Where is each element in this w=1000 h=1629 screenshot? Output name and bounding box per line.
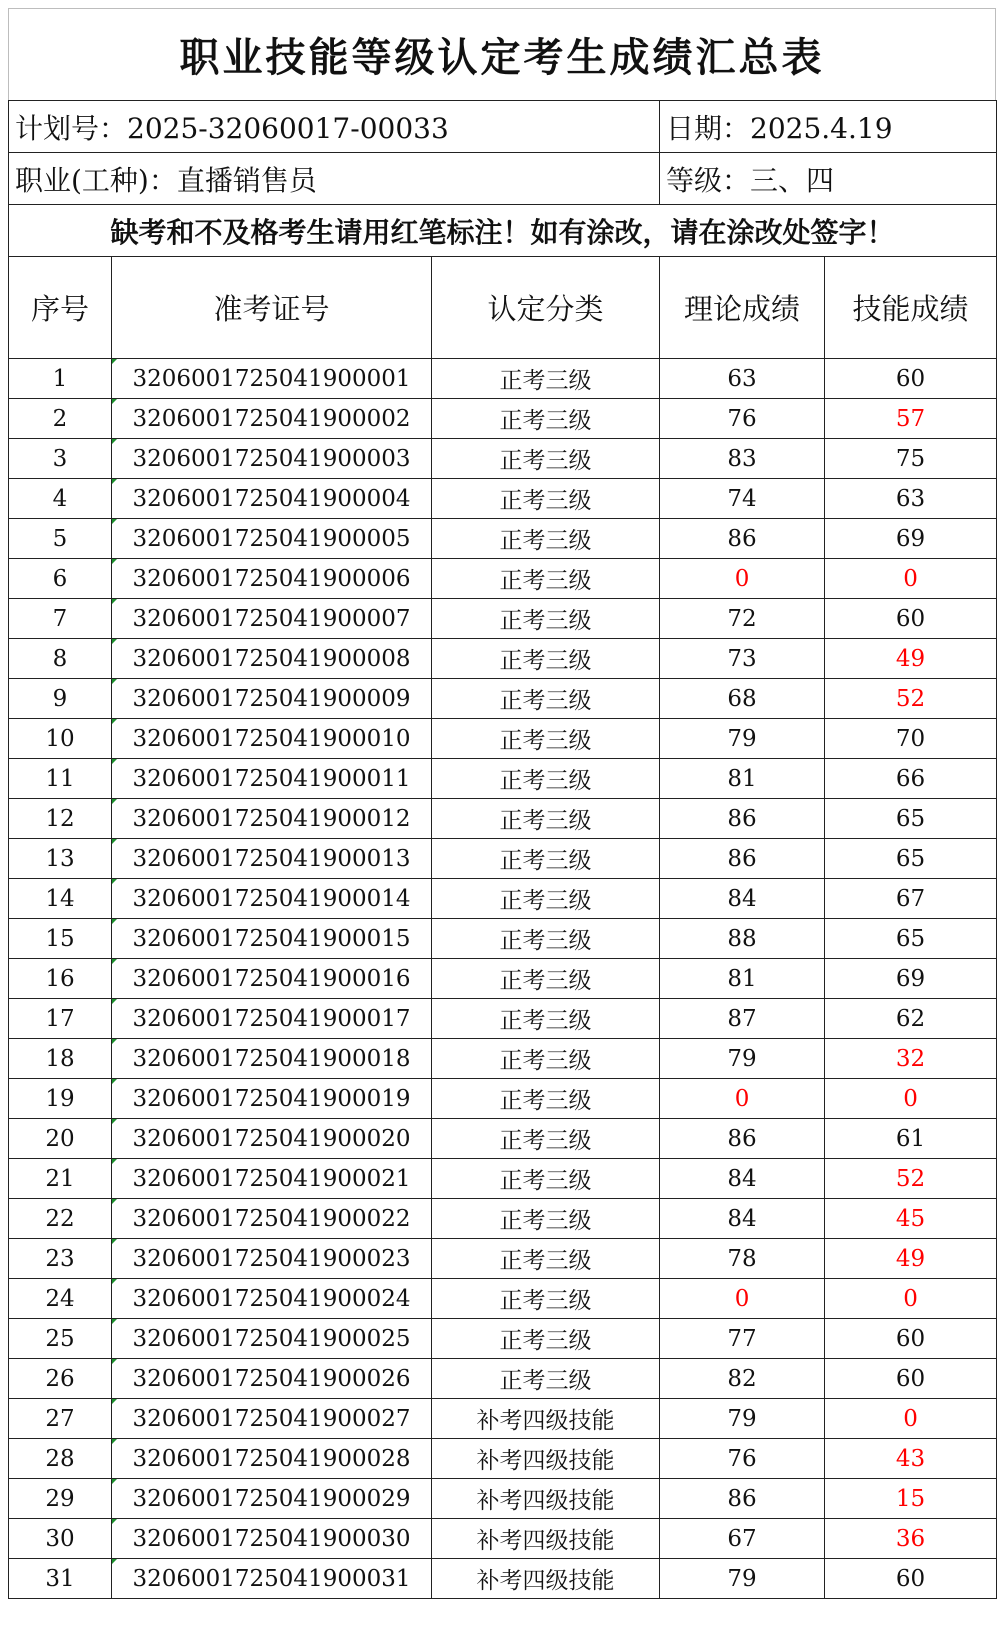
theory-score: 88 [660,919,825,959]
skill-score: 60 [825,359,997,399]
skill-score: 62 [825,999,997,1039]
table-row [9,1319,997,1359]
header-theory: 理论成绩 [660,257,825,359]
category: 正考三级 [432,479,660,519]
exam-id: 3206001725041900013 [112,839,432,879]
category: 补考四级技能 [432,1519,660,1559]
skill-score: 0 [825,1279,997,1319]
skill-score: 32 [825,1039,997,1079]
exam-id: 3206001725041900004 [112,479,432,519]
theory-score: 63 [660,359,825,399]
theory-score: 86 [660,1479,825,1519]
category: 正考三级 [432,799,660,839]
table-row [9,599,997,639]
exam-id: 3206001725041900009 [112,679,432,719]
category: 正考三级 [432,1159,660,1199]
category: 正考三级 [432,639,660,679]
row-number: 4 [9,479,112,519]
exam-id: 3206001725041900007 [112,599,432,639]
header-exam-id: 准考证号 [112,257,432,359]
skill-score: 66 [825,759,997,799]
category: 正考三级 [432,719,660,759]
row-number: 19 [9,1079,112,1119]
category: 补考四级技能 [432,1559,660,1599]
info-row-2 [9,153,997,205]
skill-score: 60 [825,1319,997,1359]
row-number: 22 [9,1199,112,1239]
category: 正考三级 [432,559,660,599]
exam-id: 3206001725041900030 [112,1519,432,1559]
category: 正考三级 [432,1119,660,1159]
skill-score: 69 [825,519,997,559]
row-number: 27 [9,1399,112,1439]
theory-score: 81 [660,959,825,999]
exam-id: 3206001725041900021 [112,1159,432,1199]
exam-id: 3206001725041900011 [112,759,432,799]
row-number: 21 [9,1159,112,1199]
skill-score: 15 [825,1479,997,1519]
row-number: 26 [9,1359,112,1399]
category: 正考三级 [432,759,660,799]
theory-score: 86 [660,839,825,879]
theory-score: 86 [660,519,825,559]
header-skill: 技能成绩 [825,257,997,359]
exam-id: 3206001725041900006 [112,559,432,599]
category: 补考四级技能 [432,1439,660,1479]
theory-score: 83 [660,439,825,479]
category: 正考三级 [432,399,660,439]
table-row [9,399,997,439]
exam-id: 3206001725041900008 [112,639,432,679]
notice-text: 缺考和不及格考生请用红笔标注！如有涂改，请在涂改处签字！ [9,205,997,257]
table-row [9,519,997,559]
category: 正考三级 [432,1199,660,1239]
row-number: 20 [9,1119,112,1159]
row-number: 28 [9,1439,112,1479]
table-row [9,1399,997,1439]
row-number: 25 [9,1319,112,1359]
exam-id: 3206001725041900010 [112,719,432,759]
table-row [9,1519,997,1559]
table-row [9,799,997,839]
table-row [9,839,997,879]
row-number: 10 [9,719,112,759]
theory-score: 82 [660,1359,825,1399]
table-row [9,439,997,479]
category: 正考三级 [432,1319,660,1359]
skill-score: 45 [825,1199,997,1239]
category: 正考三级 [432,919,660,959]
row-number: 18 [9,1039,112,1079]
skill-score: 67 [825,879,997,919]
exam-id: 3206001725041900026 [112,1359,432,1399]
exam-id: 3206001725041900019 [112,1079,432,1119]
exam-id: 3206001725041900012 [112,799,432,839]
skill-score: 60 [825,1359,997,1399]
info-row-1 [9,101,997,153]
theory-score: 74 [660,479,825,519]
skill-score: 61 [825,1119,997,1159]
category: 正考三级 [432,1279,660,1319]
row-number: 9 [9,679,112,719]
theory-score: 81 [660,759,825,799]
table-row [9,1159,997,1199]
theory-score: 77 [660,1319,825,1359]
category: 正考三级 [432,999,660,1039]
table-row [9,1119,997,1159]
table-row [9,559,997,599]
header-row [9,257,997,359]
row-number: 7 [9,599,112,639]
skill-score: 65 [825,839,997,879]
row-number: 15 [9,919,112,959]
row-number: 8 [9,639,112,679]
category: 正考三级 [432,1079,660,1119]
exam-id: 3206001725041900014 [112,879,432,919]
plan-number: 计划号：2025-32060017-00033 [9,101,660,153]
row-number: 6 [9,559,112,599]
theory-score: 79 [660,1039,825,1079]
theory-score: 76 [660,399,825,439]
table-row [9,1199,997,1239]
exam-id: 3206001725041900001 [112,359,432,399]
row-number: 14 [9,879,112,919]
category: 正考三级 [432,879,660,919]
notice-row [9,205,997,257]
skill-score: 63 [825,479,997,519]
table-row [9,1239,997,1279]
exam-id: 3206001725041900022 [112,1199,432,1239]
page-title: 职业技能等级认定考生成绩汇总表 [179,35,825,81]
table-row [9,1279,997,1319]
score-sheet [8,8,996,1599]
theory-score: 0 [660,1079,825,1119]
category: 正考三级 [432,519,660,559]
theory-score: 84 [660,879,825,919]
row-number: 23 [9,1239,112,1279]
table-row [9,999,997,1039]
table-row [9,639,997,679]
exam-id: 3206001725041900031 [112,1559,432,1599]
table-row [9,919,997,959]
theory-score: 87 [660,999,825,1039]
row-number: 2 [9,399,112,439]
category: 补考四级技能 [432,1399,660,1439]
skill-score: 36 [825,1519,997,1559]
skill-score: 0 [825,1079,997,1119]
category: 正考三级 [432,959,660,999]
category: 正考三级 [432,599,660,639]
skill-score: 57 [825,399,997,439]
category: 正考三级 [432,1359,660,1399]
exam-id: 3206001725041900005 [112,519,432,559]
category: 正考三级 [432,839,660,879]
exam-id: 3206001725041900027 [112,1399,432,1439]
exam-id: 3206001725041900015 [112,919,432,959]
skill-score: 0 [825,1399,997,1439]
skill-score: 49 [825,639,997,679]
exam-id: 3206001725041900025 [112,1319,432,1359]
table-row [9,1079,997,1119]
exam-date: 日期：2025.4.19 [660,101,997,153]
row-number: 24 [9,1279,112,1319]
row-number: 30 [9,1519,112,1559]
exam-id: 3206001725041900020 [112,1119,432,1159]
theory-score: 68 [660,679,825,719]
table-row [9,1359,997,1399]
exam-id: 3206001725041900016 [112,959,432,999]
table-row [9,479,997,519]
theory-score: 79 [660,1399,825,1439]
header-no: 序号 [9,257,112,359]
skill-score: 52 [825,1159,997,1199]
row-number: 31 [9,1559,112,1599]
table-row [9,1439,997,1479]
table-row [9,879,997,919]
theory-score: 0 [660,559,825,599]
exam-id: 3206001725041900029 [112,1479,432,1519]
theory-score: 0 [660,1279,825,1319]
theory-score: 78 [660,1239,825,1279]
table-row [9,1039,997,1079]
skill-score: 65 [825,799,997,839]
table-row [9,359,997,399]
theory-score: 84 [660,1199,825,1239]
skill-score: 49 [825,1239,997,1279]
category: 正考三级 [432,679,660,719]
category: 正考三级 [432,1039,660,1079]
theory-score: 73 [660,639,825,679]
skill-score: 65 [825,919,997,959]
table-row [9,1479,997,1519]
header-category: 认定分类 [432,257,660,359]
row-number: 3 [9,439,112,479]
table-row [9,759,997,799]
score-table [8,100,997,1599]
theory-score: 86 [660,1119,825,1159]
row-number: 13 [9,839,112,879]
theory-score: 79 [660,1559,825,1599]
table-row [9,719,997,759]
row-number: 16 [9,959,112,999]
row-number: 29 [9,1479,112,1519]
table-row [9,679,997,719]
row-number: 1 [9,359,112,399]
category: 正考三级 [432,439,660,479]
occupation: 职业(工种)：直播销售员 [9,153,660,205]
table-row [9,1559,997,1599]
row-number: 12 [9,799,112,839]
title-bar [8,8,996,100]
level: 等级：三、四 [660,153,997,205]
theory-score: 76 [660,1439,825,1479]
exam-id: 3206001725041900002 [112,399,432,439]
exam-id: 3206001725041900017 [112,999,432,1039]
row-number: 5 [9,519,112,559]
exam-id: 3206001725041900024 [112,1279,432,1319]
theory-score: 72 [660,599,825,639]
skill-score: 70 [825,719,997,759]
row-number: 17 [9,999,112,1039]
category: 补考四级技能 [432,1479,660,1519]
exam-id: 3206001725041900023 [112,1239,432,1279]
skill-score: 0 [825,559,997,599]
exam-id: 3206001725041900028 [112,1439,432,1479]
theory-score: 79 [660,719,825,759]
category: 正考三级 [432,359,660,399]
theory-score: 84 [660,1159,825,1199]
skill-score: 52 [825,679,997,719]
category: 正考三级 [432,1239,660,1279]
theory-score: 86 [660,799,825,839]
row-number: 11 [9,759,112,799]
exam-id: 3206001725041900003 [112,439,432,479]
skill-score: 60 [825,1559,997,1599]
table-row [9,959,997,999]
exam-id: 3206001725041900018 [112,1039,432,1079]
skill-score: 43 [825,1439,997,1479]
skill-score: 69 [825,959,997,999]
skill-score: 60 [825,599,997,639]
theory-score: 67 [660,1519,825,1559]
skill-score: 75 [825,439,997,479]
